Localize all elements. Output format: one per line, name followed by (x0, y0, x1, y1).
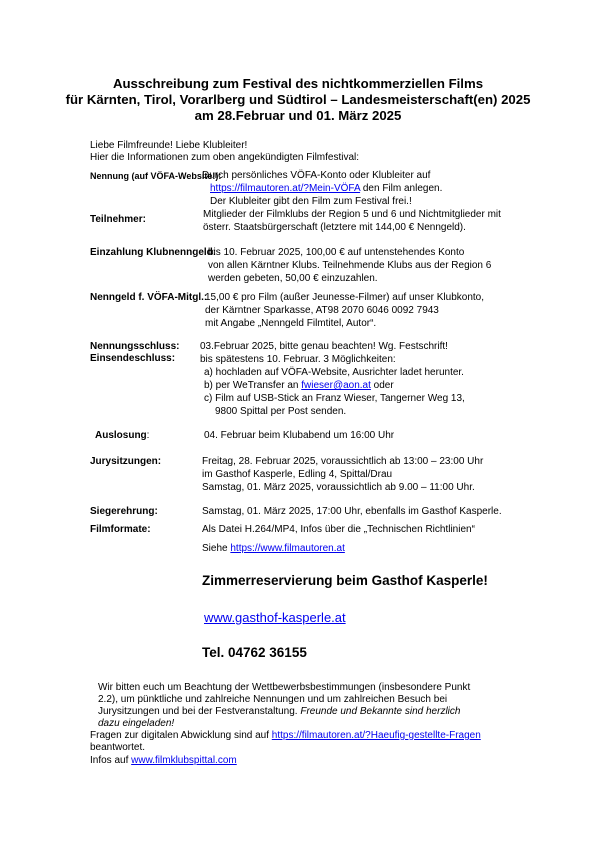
einzahlung-line-2: von allen Kärntner Klubs. Teilnehmende Klubs aus der Region 6 (208, 260, 492, 271)
nenngeld-line-1: 15,00 € pro Film (außer Jeunesse-Filmer) auf unser Klubkonto, (205, 292, 485, 303)
nennung-line-3: Der Klubleiter gibt den Film zum Festival frei.! (210, 196, 412, 207)
closing-line-2: 2.2), um pünktliche und zahlreiche Nennungen und um zahlreichen Besuch bei (98, 694, 448, 705)
nenngeld-label: Nenngeld f. VÖFA-Mitgl.: (90, 292, 208, 303)
closing-line-1: Wir bitten euch um Beachtung der Wettbewerbsbestimmungen (insbesondere Punkt (98, 682, 471, 693)
auslosung-label: Auslosung: (95, 430, 150, 441)
nennung-line-1: Durch persönliches VÖFA-Konto oder Klubleiter auf (202, 170, 431, 181)
einzahlung-line-1: bis 10. Februar 2025, 100,00 € auf untenstehendes Konto (208, 247, 465, 258)
auslosung-text: 04. Februar beim Klubabend um 16:00 Uhr (204, 430, 395, 441)
title-line-1: Ausschreibung zum Festival des nichtkommerziellen Films (112, 76, 484, 91)
einsendeschluss-text: bis spätestens 10. Februar. 3 Möglichkeiten: (200, 354, 396, 365)
einsendung-option-a: a) hochladen auf VÖFA-Website, Ausrichter ladet herunter. (204, 367, 464, 378)
gasthof-link[interactable]: www.gasthof-kasperle.at (204, 610, 346, 625)
intro-text: Hier die Informationen zum oben angekündigten Filmfestival: (90, 152, 360, 163)
email-link[interactable]: fwieser@aon.at (301, 380, 371, 391)
nennung-line-2: https://filmautoren.at/?Mein-VÖFA den Film anlegen. (210, 183, 443, 194)
filmklub-link[interactable]: www.filmklubspittal.com (131, 755, 237, 766)
einsendung-option-c-cont: 9800 Spittal per Post senden. (215, 406, 347, 417)
teilnehmer-line-2: österr. Staatsbürgerschaft (letztere mit 144,00 € Nenngeld). (203, 222, 466, 233)
filmautoren-link[interactable]: https://www.filmautoren.at (230, 543, 345, 554)
jury-label: Jurysitzungen: (90, 456, 162, 467)
intro-greeting: Liebe Filmfreunde! Liebe Klubleiter! (90, 140, 248, 151)
teilnehmer-label: Teilnehmer: (90, 214, 146, 225)
jury-line-3: Samstag, 01. März 2025, voraussichtlich ab 9.00 – 11:00 Uhr. (202, 482, 475, 493)
nenngeld-line-3: mit Angabe „Nenngeld Filmtitel, Autor“. (205, 318, 377, 329)
nenngeld-line-2: der Kärntner Sparkasse, AT98 2070 6046 0092 7943 (205, 305, 439, 316)
title-line-2: für Kärnten, Tirol, Vorarlberg und Südtirol – Landesmeisterschaft(en) 2025 (65, 92, 531, 107)
gasthof-website (204, 611, 346, 624)
filmformate-line-1: Als Datei H.264/MP4, Infos über die „Technischen Richtlinien“ (202, 524, 475, 535)
filmformate-label: Filmformate: (90, 524, 151, 535)
einsendung-option-c: c) Film auf USB-Stick an Franz Wieser, Tangerner Weg 13, (204, 393, 465, 404)
zimmer-heading: Zimmerreservierung beim Gasthof Kasperle! (202, 573, 488, 588)
siegerehrung-text: Samstag, 01. März 2025, 17:00 Uhr, ebenfalls im Gasthof Kasperle. (202, 506, 502, 517)
einsendeschluss-label: Einsendeschluss: (90, 353, 176, 364)
faq-line: Fragen zur digitalen Abwicklung sind auf https://filmautoren.at/?Haeufig-gestellte-Fragen (90, 730, 481, 741)
einsendung-option-b: b) per WeTransfer an fwieser@aon.at oder (204, 380, 394, 391)
infos-line: Infos auf www.filmklubspittal.com (90, 755, 237, 766)
faq-link[interactable]: https://filmautoren.at/?Haeufig-gestellte-Fragen (271, 730, 481, 741)
einzahlung-label: Einzahlung Klubnenngeld: (90, 247, 217, 258)
einzahlung-line-3: werden gebeten, 50,00 € einzuzahlen. (208, 273, 378, 284)
teilnehmer-line-1: Mitglieder der Filmklubs der Region 5 und 6 und Nichtmitglieder mit (203, 209, 501, 220)
nennungsschluss-text: 03.Februar 2025, bitte genau beachten! Wg. Festschrift! (200, 341, 448, 352)
filmformate-line-2: Siehe https://www.filmautoren.at (202, 543, 345, 554)
nennungsschluss-label: Nennungsschluss: (90, 341, 180, 352)
title-line-3: am 28.Februar und 01. März 2025 (194, 108, 402, 123)
nennung-label: Nennung (auf VÖFA-Website!): (90, 171, 222, 181)
faq-line-cont: beantwortet. (90, 742, 146, 753)
closing-line-4: dazu eingeladen! (98, 718, 175, 729)
voefa-account-link[interactable]: https://filmautoren.at/?Mein-VÖFA (210, 183, 361, 194)
phone-number: Tel. 04762 36155 (202, 645, 307, 660)
jury-line-1: Freitag, 28. Februar 2025, voraussichtlich ab 13:00 – 23:00 Uhr (202, 456, 484, 467)
jury-line-2: im Gasthof Kasperle, Edling 4, Spittal/Drau (202, 469, 393, 480)
siegerehrung-label: Siegerehrung: (90, 506, 158, 517)
closing-line-3: Jurysitzungen und bei der Festveranstaltung. Freunde und Bekannte sind herzlich (98, 706, 461, 717)
